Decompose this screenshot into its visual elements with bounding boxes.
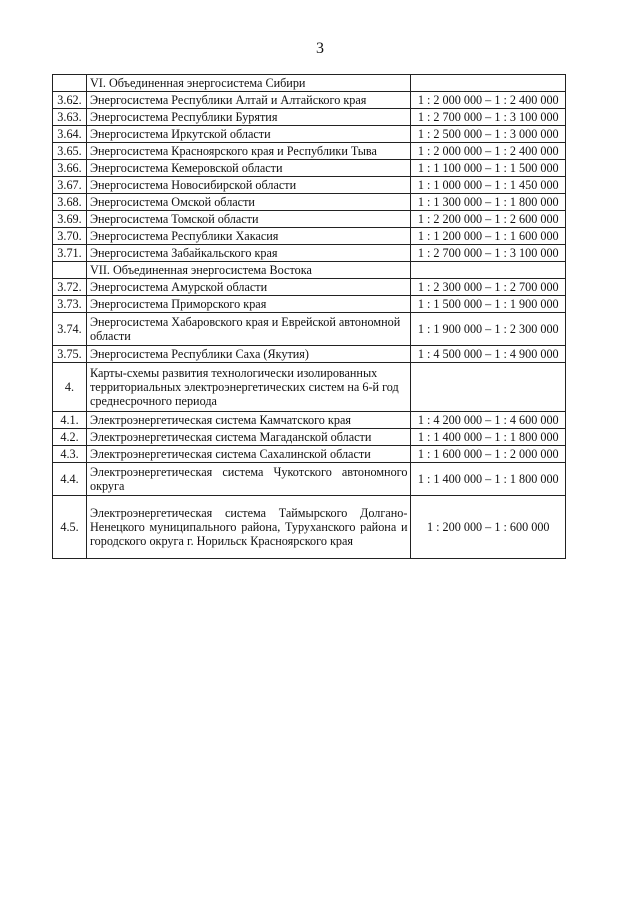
scale-range: 1 : 2 700 000 – 1 : 3 100 000: [411, 245, 566, 262]
scale-range: 1 : 1 500 000 – 1 : 1 900 000: [411, 296, 566, 313]
row-number: 3.68.: [53, 194, 87, 211]
system-name: Энергосистема Кемеровской области: [86, 160, 410, 177]
scale-table: [52, 74, 566, 559]
system-name: Электроэнергетическая система Сахалинской области: [86, 446, 410, 463]
scale-range: 1 : 2 300 000 – 1 : 2 700 000: [411, 279, 566, 296]
scale-range: 1 : 4 500 000 – 1 : 4 900 000: [411, 346, 566, 363]
row-number: [53, 75, 87, 92]
table-row: [53, 463, 566, 496]
scale-range: 1 : 1 100 000 – 1 : 1 500 000: [411, 160, 566, 177]
scale-range: [411, 75, 566, 92]
scale-range: 1 : 4 200 000 – 1 : 4 600 000: [411, 412, 566, 429]
row-number: 3.70.: [53, 228, 87, 245]
row-number: 4.: [53, 363, 87, 412]
table-row: [53, 446, 566, 463]
scale-range: 1 : 200 000 – 1 : 600 000: [411, 496, 566, 559]
scale-range: 1 : 2 000 000 – 1 : 2 400 000: [411, 92, 566, 109]
table-row: [53, 228, 566, 245]
system-name: Энергосистема Республики Саха (Якутия): [86, 346, 410, 363]
table-row: [53, 363, 566, 412]
table-row: [53, 143, 566, 160]
table-row: [53, 296, 566, 313]
section-title: VI. Объединенная энергосистема Сибири: [86, 75, 410, 92]
system-name: Энергосистема Амурской области: [86, 279, 410, 296]
section-header-row: [53, 262, 566, 279]
row-number: 3.67.: [53, 177, 87, 194]
scale-range: 1 : 2 000 000 – 1 : 2 400 000: [411, 143, 566, 160]
table-row: [53, 177, 566, 194]
scale-range: 1 : 1 900 000 – 1 : 2 300 000: [411, 313, 566, 346]
row-number: 3.66.: [53, 160, 87, 177]
row-number: 3.71.: [53, 245, 87, 262]
table-row: [53, 92, 566, 109]
row-number: 3.75.: [53, 346, 87, 363]
system-name: Энергосистема Приморского края: [86, 296, 410, 313]
table-row: [53, 313, 566, 346]
system-name: Энергосистема Томской области: [86, 211, 410, 228]
scale-range: 1 : 1 400 000 – 1 : 1 800 000: [411, 463, 566, 496]
system-name: Электроэнергетическая система Магаданской области: [86, 429, 410, 446]
scale-range: 1 : 1 200 000 – 1 : 1 600 000: [411, 228, 566, 245]
scale-range: 1 : 2 500 000 – 1 : 3 000 000: [411, 126, 566, 143]
scale-range: 1 : 1 400 000 – 1 : 1 800 000: [411, 429, 566, 446]
table-row: [53, 126, 566, 143]
system-name: Энергосистема Республики Алтай и Алтайского края: [86, 92, 410, 109]
row-number: 4.3.: [53, 446, 87, 463]
table-row: [53, 429, 566, 446]
system-name: Энергосистема Республики Бурятия: [86, 109, 410, 126]
system-name: Карты-схемы развития технологически изолированных территориальных электроэнергетических систем на 6-й год среднесрочного периода: [86, 363, 410, 412]
row-number: 3.63.: [53, 109, 87, 126]
scale-range: 1 : 1 300 000 – 1 : 1 800 000: [411, 194, 566, 211]
row-number: 4.2.: [53, 429, 87, 446]
system-name: Энергосистема Хабаровского края и Еврейской автономной области: [86, 313, 410, 346]
table-row: [53, 346, 566, 363]
row-number: 3.62.: [53, 92, 87, 109]
system-name: Энергосистема Забайкальского края: [86, 245, 410, 262]
row-number: 3.74.: [53, 313, 87, 346]
section-header-row: [53, 75, 566, 92]
page-number: 3: [316, 40, 324, 57]
system-name: Электроэнергетическая система Чукотского автономного округа: [86, 463, 410, 496]
table-row: [53, 160, 566, 177]
row-number: 3.73.: [53, 296, 87, 313]
row-number: 3.64.: [53, 126, 87, 143]
row-number: 3.65.: [53, 143, 87, 160]
scale-range: 1 : 1 000 000 – 1 : 1 450 000: [411, 177, 566, 194]
table-row: [53, 279, 566, 296]
table-row: [53, 412, 566, 429]
scale-range: 1 : 2 200 000 – 1 : 2 600 000: [411, 211, 566, 228]
system-name: Энергосистема Республики Хакасия: [86, 228, 410, 245]
system-name: Энергосистема Красноярского края и Республики Тыва: [86, 143, 410, 160]
section-title: VII. Объединенная энергосистема Востока: [86, 262, 410, 279]
row-number: 4.5.: [53, 496, 87, 559]
system-name: Энергосистема Иркутской области: [86, 126, 410, 143]
scale-range: 1 : 1 600 000 – 1 : 2 000 000: [411, 446, 566, 463]
scale-range: 1 : 2 700 000 – 1 : 3 100 000: [411, 109, 566, 126]
table-row: [53, 109, 566, 126]
scale-range: [411, 363, 566, 412]
system-name: Электроэнергетическая система Таймырского Долгано-Ненецкого муниципального района, Туруханского района и городского округа г. Норильск Красноярского края: [86, 496, 410, 559]
row-number: 3.69.: [53, 211, 87, 228]
row-number: 3.72.: [53, 279, 87, 296]
system-name: Электроэнергетическая система Камчатского края: [86, 412, 410, 429]
row-number: 4.1.: [53, 412, 87, 429]
table-row: [53, 496, 566, 559]
row-number: 4.4.: [53, 463, 87, 496]
table-body: [53, 75, 566, 559]
table-row: [53, 211, 566, 228]
row-number: [53, 262, 87, 279]
system-name: Энергосистема Омской области: [86, 194, 410, 211]
table-row: [53, 194, 566, 211]
scale-range: [411, 262, 566, 279]
table-row: [53, 245, 566, 262]
system-name: Энергосистема Новосибирской области: [86, 177, 410, 194]
